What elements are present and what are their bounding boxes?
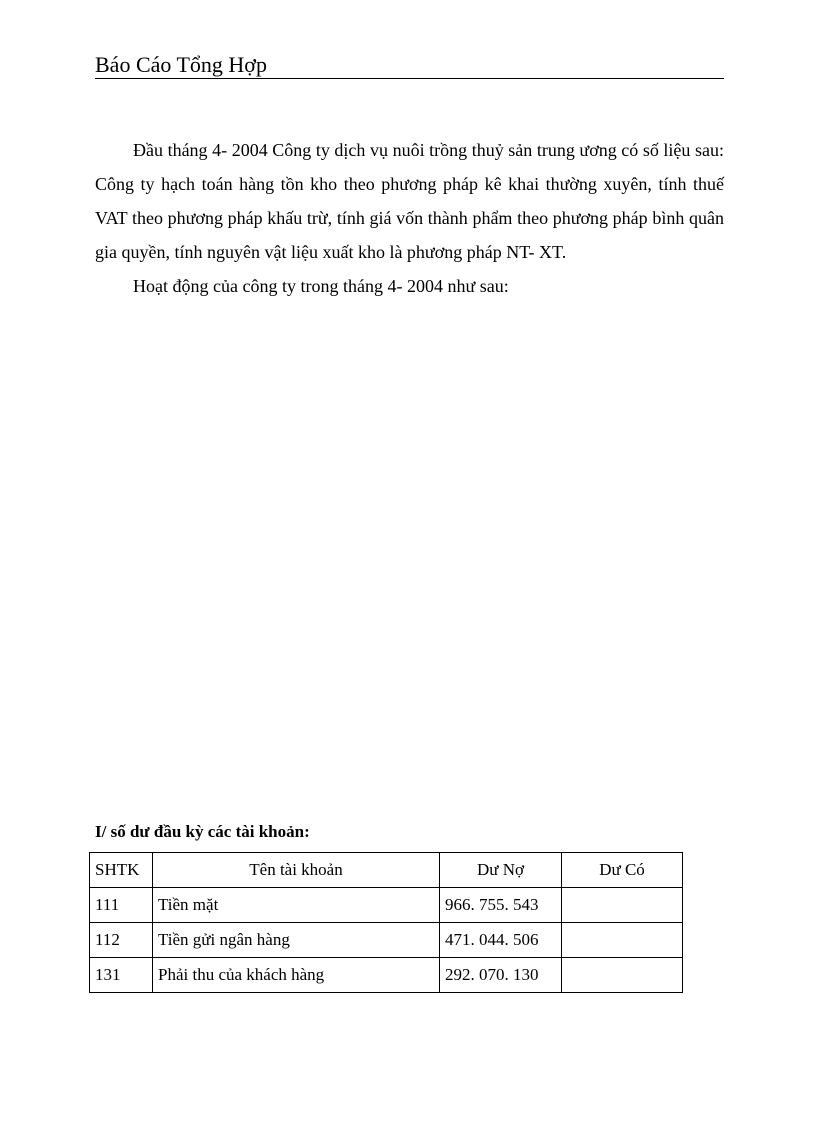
table-row xyxy=(90,923,683,958)
col-header-account-name: Tên tài khoản xyxy=(153,853,440,888)
cell-credit xyxy=(562,923,683,958)
cell-account-code: 112 xyxy=(90,923,153,958)
col-header-credit: Dư Có xyxy=(562,853,683,888)
cell-debit: 292. 070. 130 xyxy=(440,958,562,993)
opening-balance-heading: I/ số dư đầu kỳ các tài khoản: xyxy=(95,822,310,841)
intro-paragraph: Đầu tháng 4- 2004 Công ty dịch vụ nuôi trồng thuỷ sản trung ương có số liệu sau: Công ty hạch toán hàng tồn kho theo phương pháp kê khai thường xuyên, tính thuế VAT theo phương pháp khấu trừ, tính giá vốn thành phẩm theo phương pháp bình quân gia quyền, tính nguyên vật liệu xuất kho là phương pháp NT- XT. xyxy=(95,140,724,262)
cell-account-name: Tiền gửi ngân hàng xyxy=(153,923,440,958)
cell-credit xyxy=(562,958,683,993)
activity-paragraph: Hoạt động của công ty trong tháng 4- 2004 như sau: xyxy=(133,276,509,296)
table-row xyxy=(90,958,683,993)
cell-account-name: Phải thu của khách hàng xyxy=(153,958,440,993)
body-text xyxy=(95,133,724,303)
cell-credit xyxy=(562,888,683,923)
cell-account-name: Tiền mặt xyxy=(153,888,440,923)
table-header-row xyxy=(90,853,683,888)
cell-account-code: 111 xyxy=(90,888,153,923)
table-row xyxy=(90,888,683,923)
col-header-debit: Dư Nợ xyxy=(440,853,562,888)
opening-balance-table xyxy=(89,852,683,993)
report-title: Báo Cáo Tổng Hợp xyxy=(95,52,267,77)
page-header xyxy=(95,52,724,79)
cell-debit: 966. 755. 543 xyxy=(440,888,562,923)
col-header-shtk: SHTK xyxy=(90,853,153,888)
cell-debit: 471. 044. 506 xyxy=(440,923,562,958)
cell-account-code: 131 xyxy=(90,958,153,993)
